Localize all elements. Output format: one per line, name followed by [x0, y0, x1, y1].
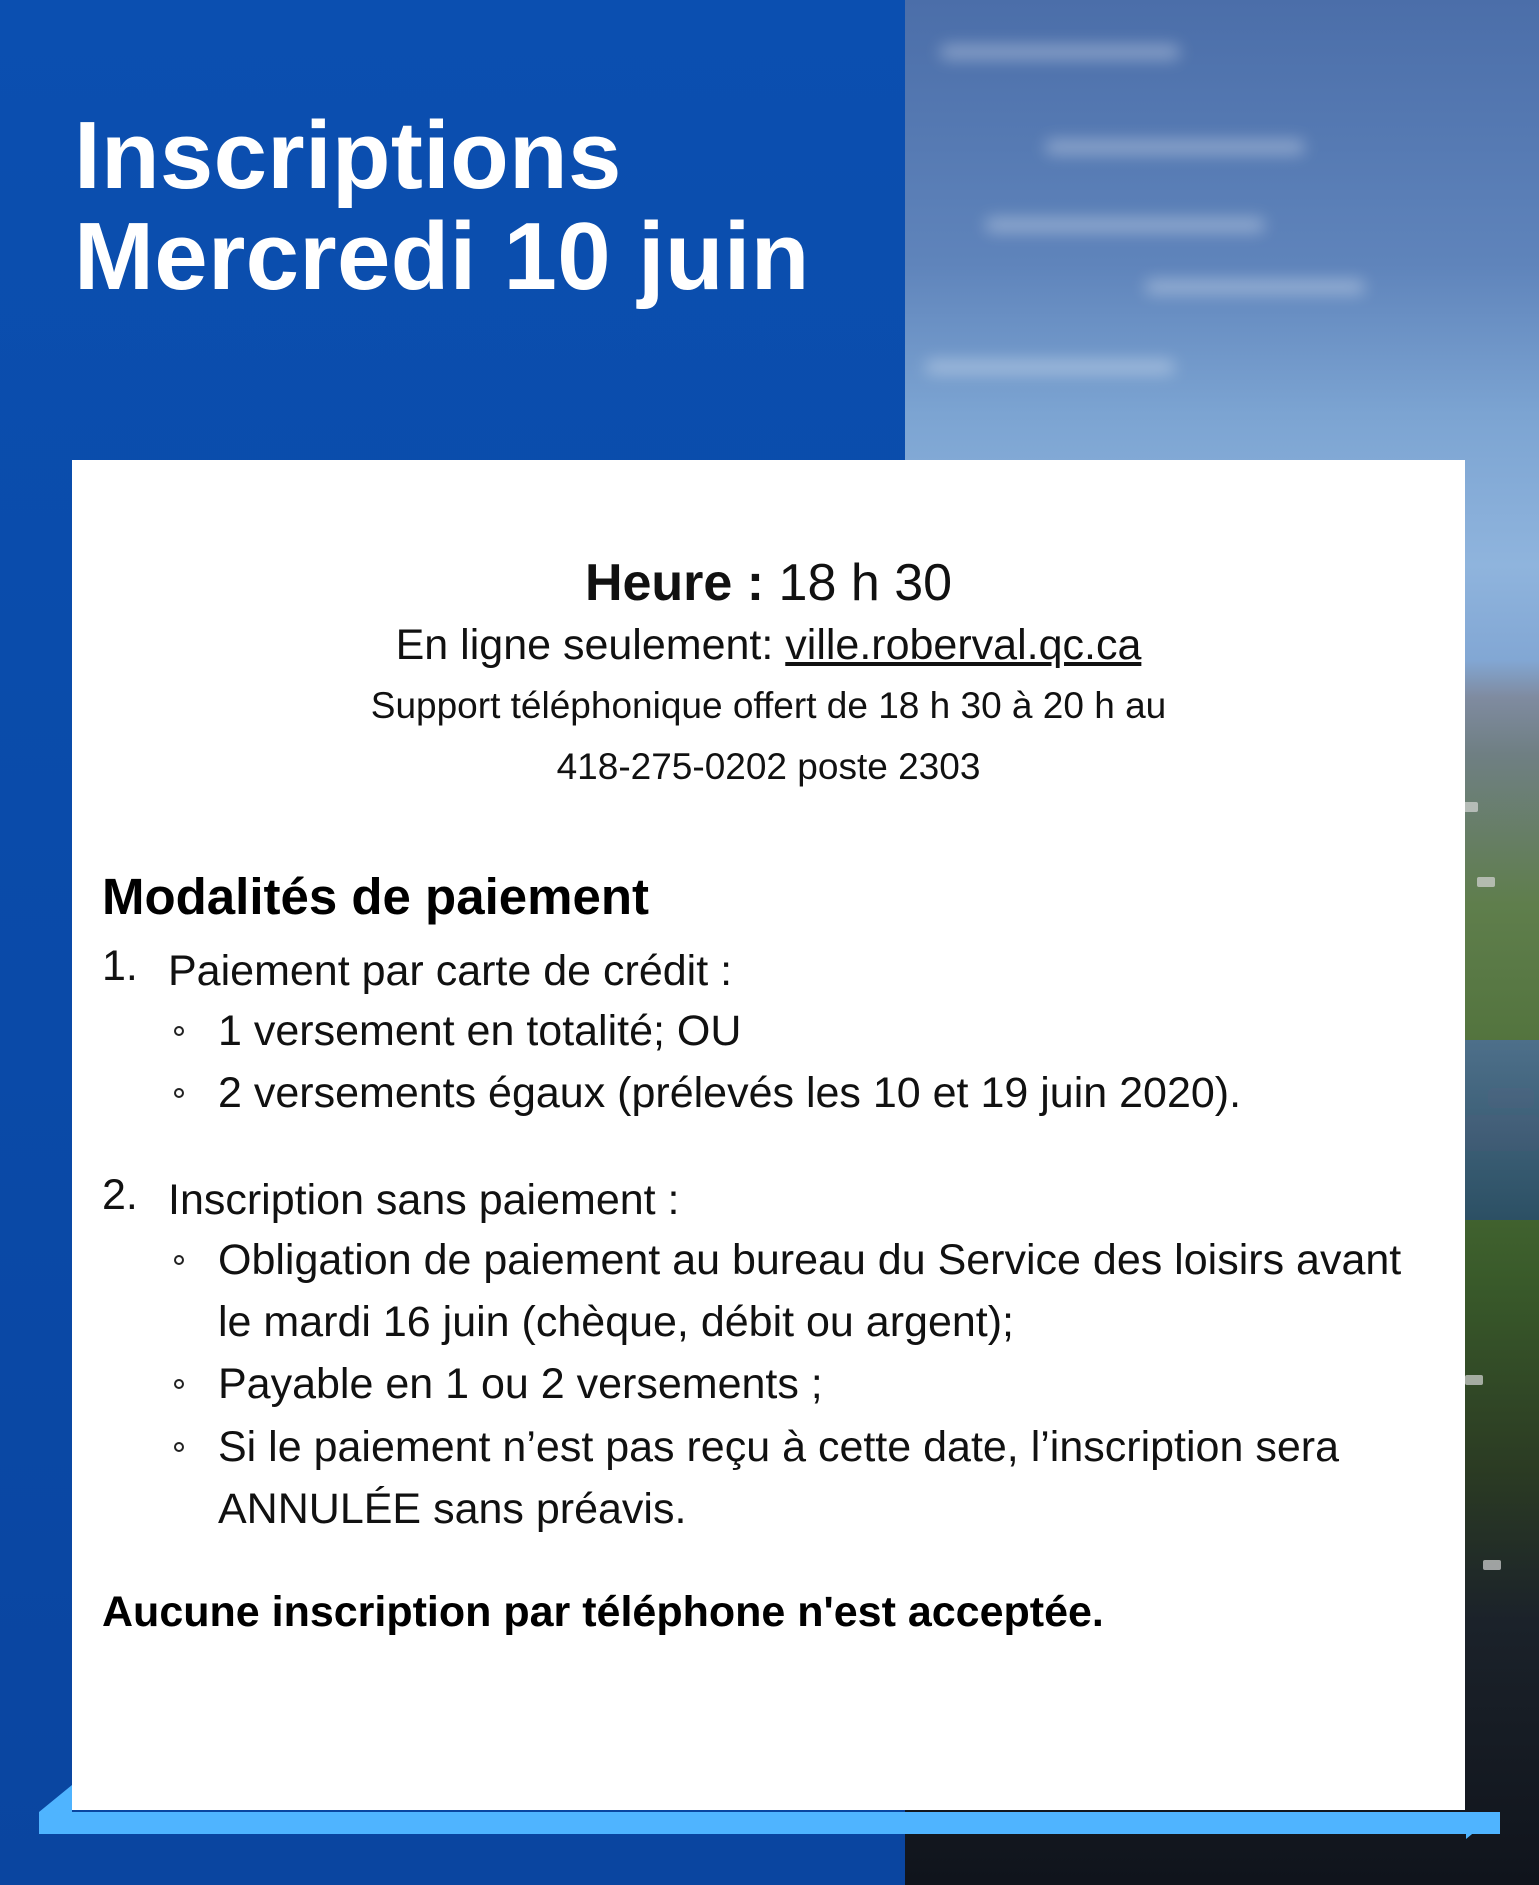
- no-phone-registration-note: Aucune inscription par téléphone n'est acceptée.: [102, 1588, 1104, 1637]
- sub-bullet-item: [218, 1000, 1435, 1062]
- sub-bullet-item: [218, 1353, 1435, 1415]
- event-details: [102, 552, 1435, 795]
- payment-option-1: [102, 942, 1435, 1125]
- hollow-bullet-icon: [174, 1442, 184, 1452]
- cloud-streak: [925, 360, 1175, 374]
- online-prefix: En ligne seulement:: [395, 621, 774, 670]
- time-value: 18 h 30: [778, 554, 953, 612]
- payment-option-label: Inscription sans paiement :: [168, 1175, 680, 1224]
- hollow-bullet-icon: [174, 1026, 184, 1036]
- house-mark: [1483, 1560, 1501, 1570]
- date-line: Mercredi 10 juin: [74, 202, 810, 310]
- river-water: [1465, 1040, 1539, 1220]
- sub-bullet-item: [218, 1229, 1435, 1354]
- payment-option-number: 1.: [102, 941, 138, 990]
- hollow-bullet-icon: [174, 1379, 184, 1389]
- time-line: [102, 552, 1435, 614]
- sub-bullet-text: Si le paiement n’est pas reçu à cette date, l’inscription sera ANNULÉE sans préavis.: [218, 1422, 1339, 1534]
- hollow-bullet-icon: [174, 1088, 184, 1098]
- sub-bullet-text: 1 versement en totalité; OU: [218, 1007, 742, 1056]
- info-card: [72, 460, 1465, 1810]
- hollow-bullet-icon: [174, 1255, 184, 1265]
- house-mark: [1465, 1375, 1483, 1385]
- sub-bullet-text: Obligation de paiement au bureau du Service des loisirs avant le mardi 16 juin (chèque, débit ou argent);: [218, 1235, 1402, 1347]
- payment-option-subitems: [102, 1229, 1435, 1541]
- right-accent-corner: [1466, 1812, 1499, 1839]
- cloud-streak: [940, 45, 1180, 59]
- left-accent-corner: [39, 1785, 72, 1812]
- payment-option-number: 2.: [102, 1170, 138, 1219]
- cloud-streak: [1145, 280, 1365, 294]
- payment-option-2: [102, 1171, 1435, 1541]
- event-title-block: [74, 102, 810, 310]
- support-line-1: Support téléphonique offert de 18 h 30 à 20 h au: [370, 684, 1167, 726]
- sub-bullet-text: Payable en 1 ou 2 versements ;: [218, 1360, 823, 1409]
- payment-option-subitems: [102, 1000, 1435, 1125]
- bottom-accent-bar: [39, 1812, 1500, 1834]
- payment-option-label: Paiement par carte de crédit :: [168, 946, 733, 995]
- sub-bullet-item: [218, 1416, 1435, 1541]
- time-label: Heure :: [584, 554, 765, 612]
- sub-bullet-text: 2 versements égaux (prélevés les 10 et 19 juin 2020).: [218, 1069, 1242, 1118]
- title-line: Inscriptions: [74, 102, 622, 209]
- sub-bullet-item: [218, 1062, 1435, 1124]
- cloud-streak: [1045, 140, 1305, 154]
- website-link[interactable]: ville.roberval.qc.ca: [785, 621, 1142, 670]
- support-line-2: 418-275-0202 poste 2303: [556, 746, 981, 788]
- house-mark: [1477, 877, 1495, 887]
- cloud-streak: [985, 218, 1265, 232]
- payment-options-list: [102, 942, 1435, 1541]
- online-only-line: [102, 620, 1435, 672]
- payment-section-title: Modalités de paiement: [102, 867, 649, 925]
